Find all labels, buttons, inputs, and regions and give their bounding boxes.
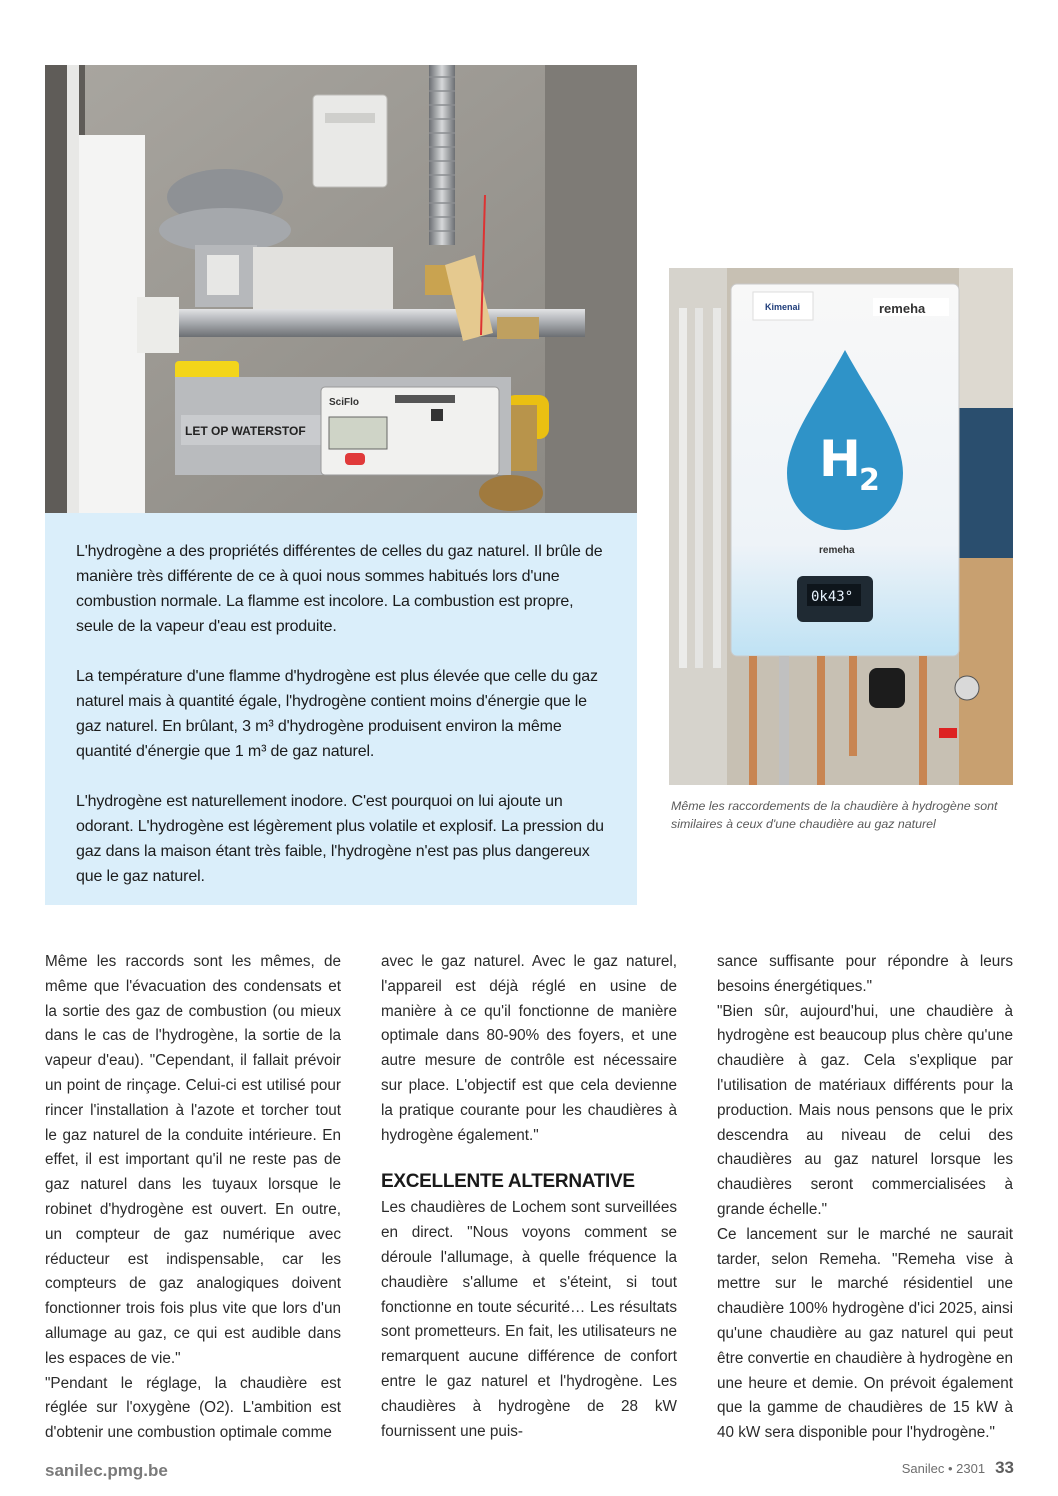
- body-column-3: [717, 950, 1013, 1446]
- info-paragraph: L'hydrogène est naturellement inodore. C'est pourquoi on lui ajoute un odorant. L'hydrogène est légèrement plus volatile et explosif. La pression du gaz dans la maison étant très faible, l'hydrogène n'est pas plus dangereux que le gaz naturel.: [76, 793, 604, 885]
- body-paragraph: "Pendant le réglage, la chaudière est réglée sur l'oxygène (O2). L'ambition est d'obtenir une combustion optimale comme: [45, 1374, 341, 1442]
- body-paragraph: sance suffisante pour répondre à leurs besoins énergétiques.": [717, 953, 1013, 995]
- body-paragraph: Les chaudières de Lochem sont surveillées en direct. "Nous voyons comment se déroule l'allumage, à quelle fréquence la chaudière s'allume et s'éteint, si tout fonctionne en toute sécurité… Les résultats sont prometteurs. En fait, les utilisateurs ne remarquent aucune différence de confort entre le gaz naturel et l'hydrogène. Les chaudières à hydrogène de 28 kW fournissent une puis-: [381, 1199, 677, 1440]
- h2-badge-letter: H: [819, 430, 861, 488]
- body-column-2: [381, 950, 677, 1444]
- meter-warning-label: LET OP WATERSTOF: [185, 424, 306, 438]
- body-paragraph: Même les raccords sont les mêmes, de même que l'évacuation des condensats et la sortie des gaz de combustion (ou mieux dans le cas de l'hydrogène, la sortie de la vapeur d'eau). "Cependant, il fallait prévoir un point de rinçage. Celui-ci est utilisé pour rincer l'installation à l'azote et torcher tout le gaz naturel de la conduite intérieure. En effet, il est important qu'il ne reste pas de gaz naturel dans les tuyaux lorsque le robinet d'hydrogène est ouvert. En outre, un compteur de gaz numérique avec réducteur est indispensable, car les compteurs de gaz analogiques doivent fonctionner trois fois plus vite que lors d'un allumage au gaz, ce qui est audible dans les espaces de vie.": [45, 953, 341, 1367]
- installer-logo: Kimenai: [765, 302, 801, 312]
- h2-badge-subscript: 2: [859, 463, 880, 498]
- body-column-1: [45, 950, 341, 1446]
- info-paragraph: La température d'une flamme d'hydrogène est plus élevée que celle du gaz naturel mais à quantité égale, l'hydrogène contient moins d'énergie que le gaz naturel. En brûlant, 3 m³ d'hydrogène produisent environ la même quantité d'énergie que 1 m³ de gaz naturel.: [76, 668, 598, 760]
- page-number: 33: [995, 1458, 1014, 1477]
- page-footer: [902, 1458, 1014, 1478]
- meter-brand: SciFlo: [329, 397, 360, 408]
- remeha-logo-bottom: remeha: [819, 545, 855, 556]
- body-paragraph: "Bien sûr, aujourd'hui, une chaudière à hydrogène est beaucoup plus chère qu'une chaudière à gaz. Cela s'explique par l'utilisation de matériaux différents pour la production. Mais nous pensons que le prix descendra au niveau de celui des chaudières au gaz naturel lorsque les chaudières seront commercialisées à grande échelle.": [717, 1002, 1013, 1218]
- photo-caption: Même les raccordements de la chaudière à hydrogène sont similaires à ceux d'une chaudière au gaz naturel: [671, 799, 998, 831]
- website-link[interactable]: sanilec.pmg.be: [45, 1461, 168, 1480]
- body-paragraph: avec le gaz naturel. Avec le gaz naturel, l'appareil est déjà réglé en usine de manière à ce qu'il fonctionne de manière optimale dans 80-90% des foyers, et une autre mesure de contrôle est nécessaire sur place. L'objectif est que cela devienne la pratique courante pour les chaudières à hydrogène également.": [381, 953, 677, 1144]
- magazine-issue: Sanilec • 2301: [901, 1461, 986, 1476]
- gas-meter-photo: [45, 65, 637, 513]
- body-paragraph: Ce lancement sur le marché ne saurait tarder, selon Remeha. "Remeha vise à mettre sur le marché résidentiel une chaudière 100% hydrogène d'ici 2025, ainsi qu'une chaudière au gaz naturel qui peut être convertie en chaudière à hydrogène en une heure et demie. On prévoit également que la gamme de chaudières de 15 kW à 40 kW sera disponible pour l'hydrogène.": [717, 1225, 1013, 1442]
- info-box: [45, 513, 637, 905]
- boiler-photo: [669, 268, 1013, 785]
- section-heading: EXCELLENTE ALTERNATIVE: [381, 1171, 635, 1193]
- remeha-logo-top: remeha: [879, 301, 926, 316]
- boiler-display-readout: 0k43°: [811, 589, 854, 605]
- info-paragraph: L'hydrogène a des propriétés différentes de celles du gaz naturel. Il brûle de manière très différente de ce à quoi nous sommes habitués lors d'une combustion normale. La flamme est incolore. La combustion est propre, seule de la vapeur d'eau est produite.: [76, 543, 603, 635]
